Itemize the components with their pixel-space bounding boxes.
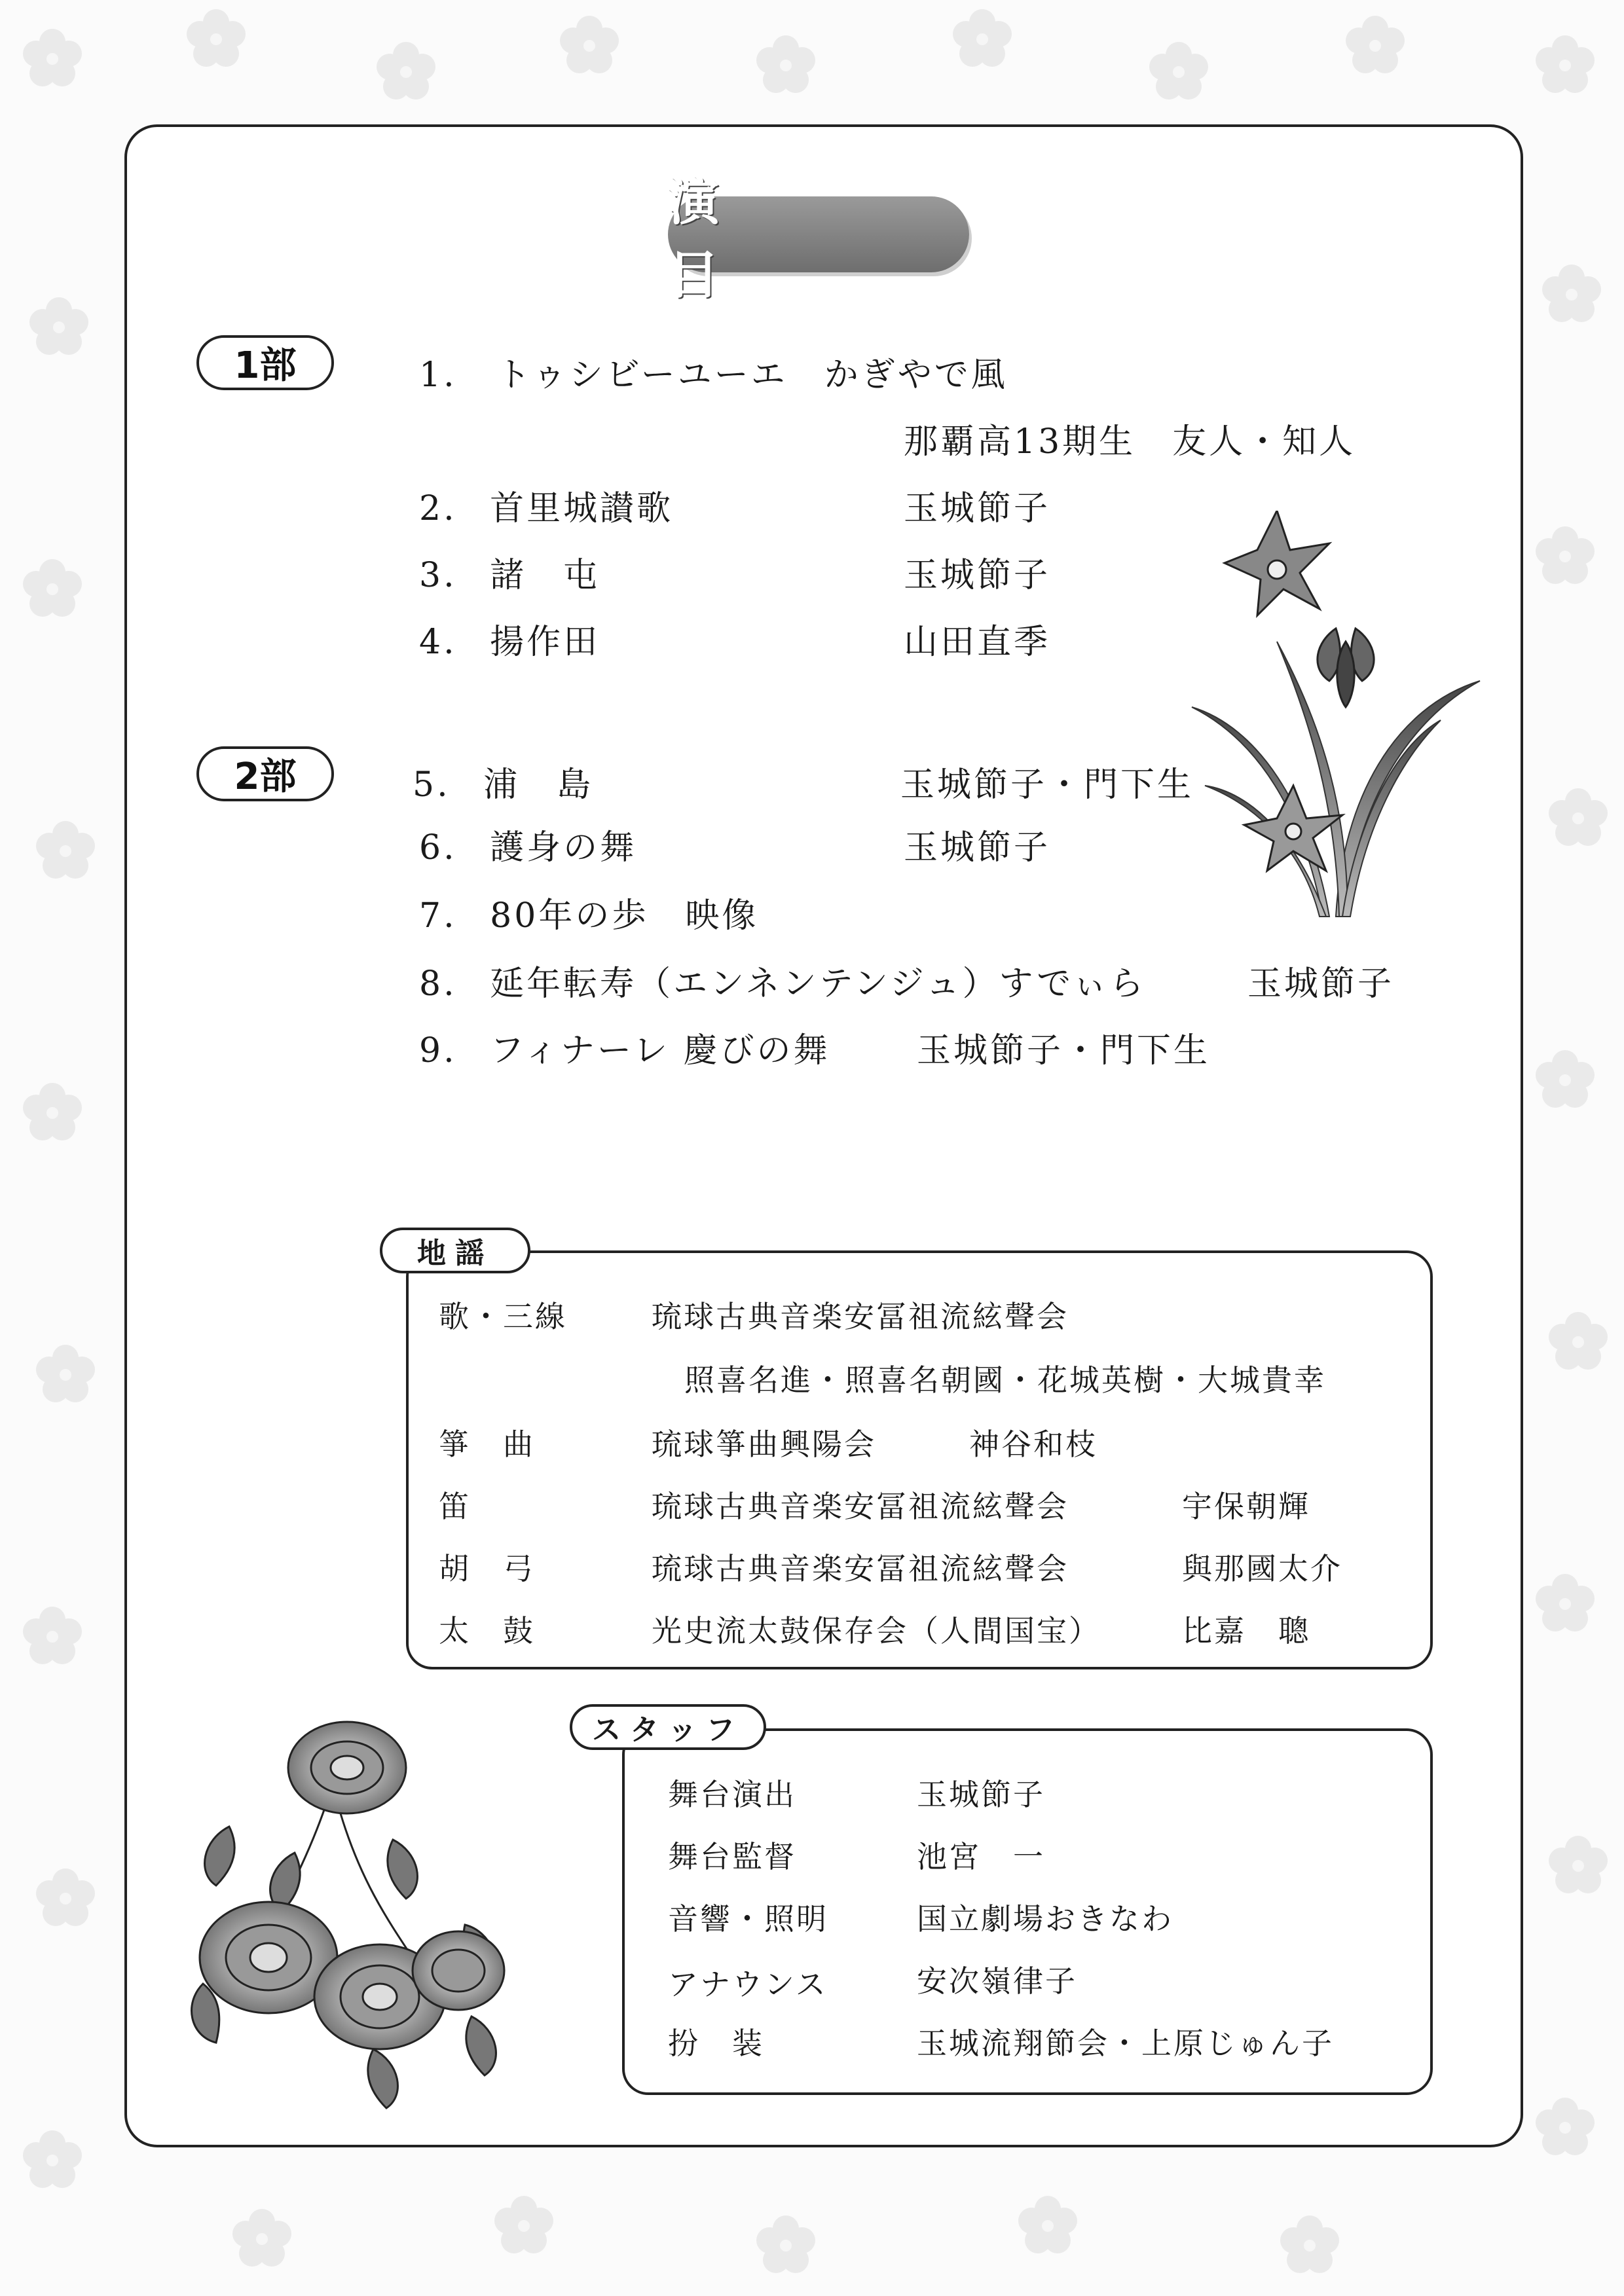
program-item-1 (419, 347, 1008, 396)
jiutai-role-2: 箏 曲 (439, 1427, 535, 1462)
program-item-2 (419, 481, 673, 530)
item-title: トゥシビーユーエ かぎやで風 (496, 355, 1008, 395)
staff-role-2: 舞台監督 (668, 1839, 796, 1874)
item-number: 3. (419, 556, 457, 595)
staff-role-1: 舞台演出 (668, 1777, 796, 1812)
item-title: フィナーレ 慶びの舞 (490, 1031, 830, 1070)
item-title: 浦 島 (483, 765, 594, 805)
staff-role-3: 音響・照明 (668, 1901, 828, 1937)
jiutai-role-1: 歌・三線 (439, 1299, 567, 1334)
staff-name-4: 安次嶺律子 (917, 1963, 1077, 1999)
jiutai-org-5: 光史流太鼓保存会（人間国宝） (652, 1613, 1101, 1649)
jiutai-role-4: 胡 弓 (439, 1551, 535, 1586)
item-number: 4. (419, 623, 457, 662)
item-title: 首里城讃歌 (490, 489, 674, 528)
item-number: 2. (419, 489, 457, 528)
program-item-2-performer: 玉城節子 (904, 489, 1051, 528)
item-number: 7. (419, 896, 457, 936)
jiutai-role-5: 太 鼓 (439, 1613, 535, 1649)
program-item-9-performer: 玉城節子・門下生 (917, 1031, 1211, 1070)
jiutai-names-5: 比嘉 聰 (1182, 1613, 1310, 1649)
program-item-7 (419, 888, 758, 937)
item-title: 諸 屯 (490, 556, 600, 595)
item-title: 揚作田 (490, 623, 600, 662)
program-item-6-performer: 玉城節子 (904, 828, 1051, 867)
jiutai-org-3: 琉球古典音楽安冨祖流絃聲会 (652, 1489, 1069, 1524)
program-item-5-performer: 玉城節子・門下生 (900, 765, 1194, 805)
iris-flower-illustration (1179, 511, 1493, 930)
item-title: 護身の舞 (490, 828, 637, 867)
item-number: 6. (419, 828, 457, 867)
item-title: 延年転寿（エンネンテンジュ）すでぃら (490, 964, 1147, 1004)
jiutai-label: 地謡 (380, 1228, 530, 1273)
part1-badge: 1部 (196, 335, 334, 390)
staff-name-2: 池宮 一 (917, 1839, 1045, 1874)
jiutai-role-3: 笛 (439, 1489, 471, 1524)
item-number: 8. (419, 964, 457, 1004)
staff-name-5: 玉城流翔節会・上原じゅん子 (917, 2026, 1334, 2061)
staff-name-3: 国立劇場おきなわ (917, 1901, 1173, 1937)
jiutai-names-4: 與那國太介 (1182, 1551, 1342, 1586)
program-item-4-performer: 山田直季 (904, 623, 1051, 662)
staff-role-5: 扮 装 (668, 2026, 764, 2061)
program-item-8 (419, 956, 1146, 1005)
jiutai-names-1: 照喜名進・照喜名朝國・花城英樹・大城貴幸 (684, 1362, 1326, 1398)
jiutai-org-2: 琉球箏曲興陽会 (652, 1427, 876, 1462)
staff-name-1: 玉城節子 (917, 1777, 1045, 1812)
item-number: 1. (419, 355, 457, 395)
jiutai-org-1: 琉球古典音楽安冨祖流絃聲会 (652, 1299, 1069, 1334)
jiutai-org-4: 琉球古典音楽安冨祖流絃聲会 (652, 1551, 1069, 1586)
program-item-3 (419, 547, 600, 596)
staff-role-4: アナウンス (668, 1967, 828, 2002)
program-item-1-performer: 那覇高13期生 友人・知人 (904, 422, 1356, 462)
item-number: 5. (413, 765, 451, 805)
staff-label: スタッフ (570, 1704, 766, 1750)
page-title-text: 演 目 (668, 172, 857, 305)
program-item-6 (419, 820, 637, 869)
program-item-9 (419, 1023, 830, 1072)
program-item-4 (419, 614, 600, 663)
part2-badge: 2部 (196, 746, 334, 801)
program-item-3-performer: 玉城節子 (904, 556, 1051, 595)
item-number: 9. (419, 1031, 457, 1070)
jiutai-names-2: 神谷和枝 (969, 1427, 1098, 1462)
peony-flower-illustration (177, 1709, 570, 2115)
page-title (668, 172, 969, 305)
item-title: 80年の歩 映像 (490, 896, 759, 936)
jiutai-names-3: 宇保朝輝 (1182, 1489, 1310, 1524)
program-item-8-performer: 玉城節子 (1247, 964, 1395, 1004)
program-item-5 (413, 757, 593, 806)
